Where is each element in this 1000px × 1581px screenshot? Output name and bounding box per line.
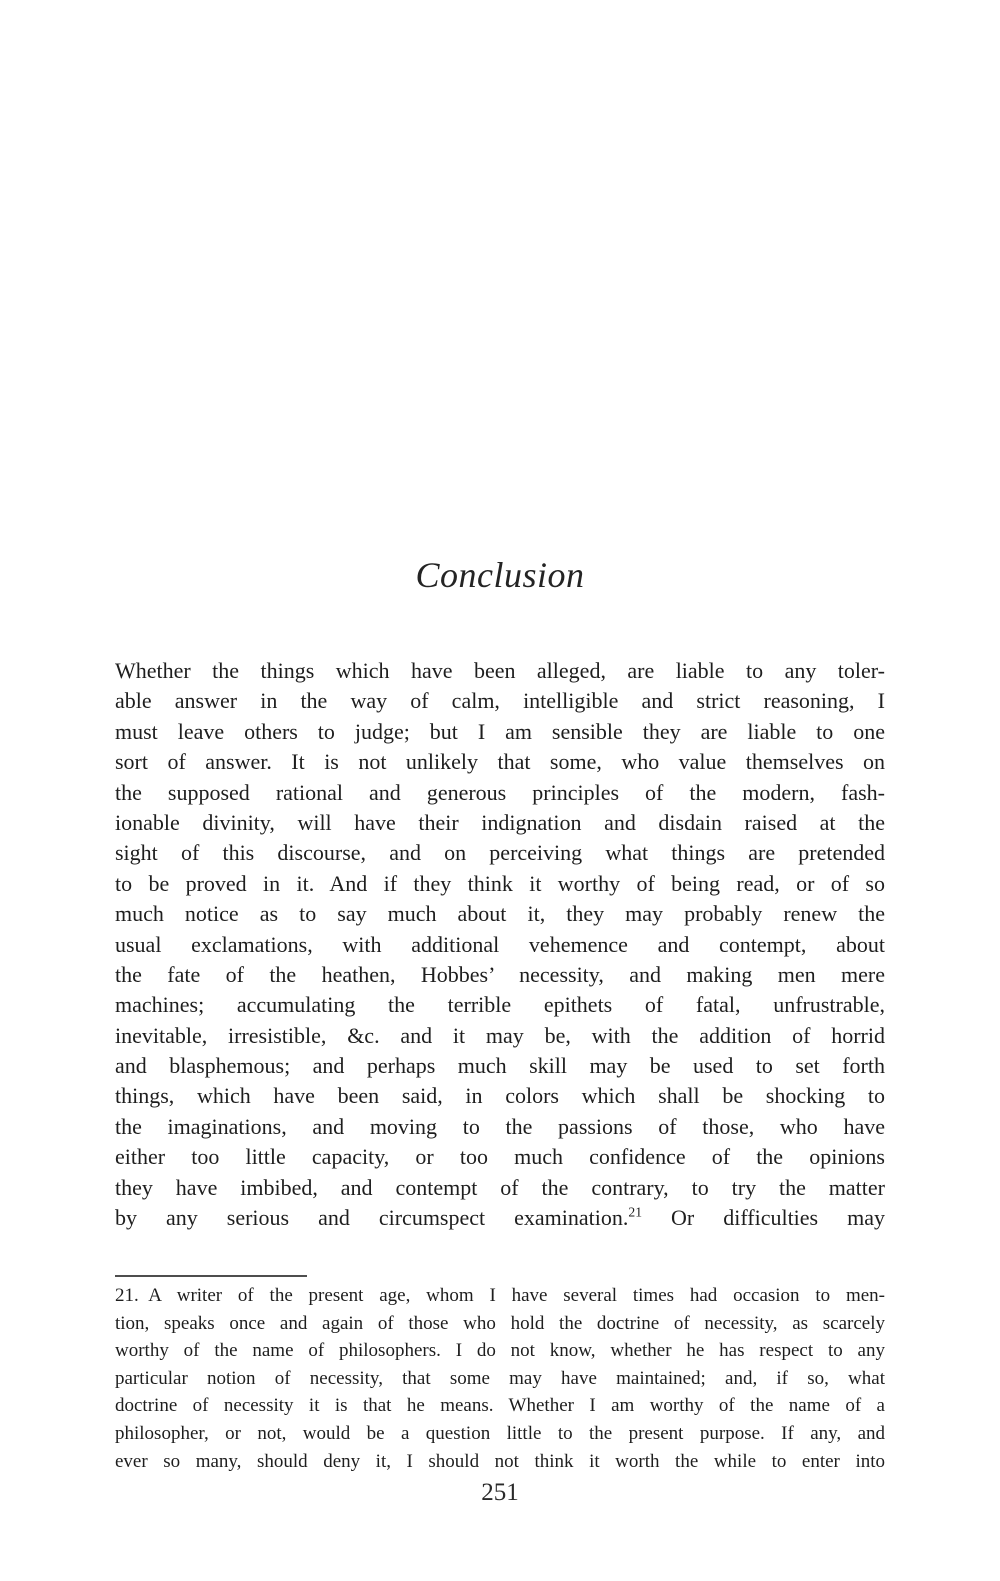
body-line: either too little capacity, or too much confidence of the opinions: [115, 1144, 885, 1170]
body-line: and blasphemous; and perhaps much skill may be used to set forth: [115, 1053, 885, 1079]
body-line: able answer in the way of calm, intelligible and strict reasoning, I: [115, 688, 885, 714]
body-line: much notice as to say much about it, they may probably renew the: [115, 901, 885, 927]
footnote-line: worthy of the name of philosophers. I do not know, whether he has respect to any: [115, 1340, 885, 1362]
footnote-line: 21. A writer of the present age, whom I have several times had occasion to men-: [115, 1285, 885, 1306]
footnote-line: philosopher, or not, would be a question little to the present purpose. If any, and: [115, 1422, 885, 1444]
footnote-line: doctrine of necessity it is that he means. Whether I am worthy of the name of a: [115, 1395, 885, 1417]
body-line: sort of answer. It is not unlikely that some, who value themselves on: [115, 749, 885, 775]
body-line: they have imbibed, and contempt of the contrary, to try the matter: [115, 1174, 885, 1200]
page-number: 251: [481, 1479, 519, 1506]
body-final-line-continuation: Or difficulties may: [642, 1205, 885, 1231]
body-line: inevitable, irresistible, &c. and it may be, with the addition of horrid: [115, 1022, 885, 1048]
footnote-reference: 21: [628, 1204, 642, 1220]
body-paragraph: [115, 656, 885, 1233]
chapter-title: Conclusion: [415, 555, 585, 595]
footnote-line: particular notion of necessity, that some may have maintained; and, if so, what: [115, 1367, 885, 1389]
body-line: the supposed rational and generous principles of the modern, fash-: [115, 779, 885, 805]
body-line: to be proved in it. And if they think it worthy of being read, or of so: [115, 870, 885, 896]
footnote-line: tion, speaks once and again of those who hold the doctrine of necessity, as scarcely: [115, 1312, 885, 1334]
body-line: must leave others to judge; but I am sensible they are liable to one: [115, 718, 885, 744]
body-line: things, which have been said, in colors which shall be shocking to: [115, 1083, 885, 1109]
body-line: the fate of the heathen, Hobbes’ necessity, and making men mere: [115, 961, 885, 987]
body-line: the imaginations, and moving to the passions of those, who have: [115, 1113, 885, 1139]
body-final-line-text: by any serious and circumspect examination.: [115, 1205, 629, 1231]
body-line: usual exclamations, with additional vehemence and contempt, about: [115, 931, 885, 957]
footnote-21: [115, 1282, 885, 1475]
body-line: machines; accumulating the terrible epithets of fatal, unfrustrable,: [115, 992, 885, 1018]
footnote-separator-rule: [115, 1275, 307, 1277]
body-line: ionable divinity, will have their indignation and disdain raised at the: [115, 809, 885, 835]
body-line: Whether the things which have been alleged, are liable to any toler-: [115, 658, 885, 683]
footnote-line: ever so many, should deny it, I should not think it worth the while to enter into: [115, 1450, 885, 1472]
body-line: sight of this discourse, and on perceiving what things are pretended: [115, 840, 885, 866]
body-line-with-footnote-ref: [115, 1203, 885, 1233]
